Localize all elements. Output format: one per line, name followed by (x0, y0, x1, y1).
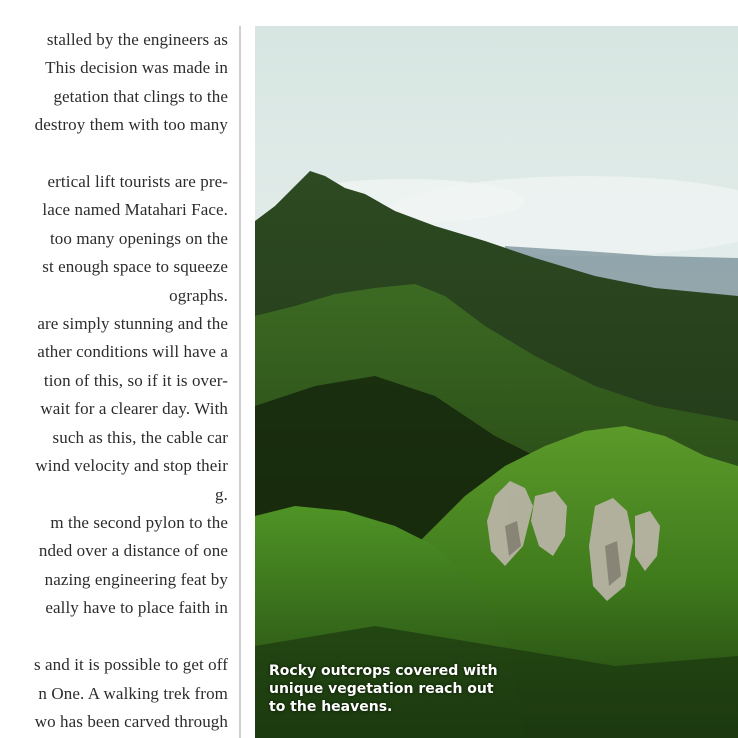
article-line: wait for a clearer day. With (40, 399, 228, 418)
article-line: ather conditions will have a (37, 342, 228, 361)
caption-line: Rocky outcrops covered with (269, 663, 498, 679)
mountain-photo (255, 26, 738, 738)
article-line: are simply stunning and the (37, 314, 228, 333)
photo-caption (269, 662, 529, 716)
article-line: stalled by the engineers as (46, 30, 228, 49)
article-line: wo has been carved through (34, 712, 228, 731)
caption-line: unique vegetation reach out (269, 681, 494, 697)
article-line: getation that clings to the (53, 87, 228, 106)
article-line: n One. A walking trek from (38, 684, 228, 703)
article-line: wind velocity and stop their (35, 456, 228, 475)
article-line: ographs. (169, 286, 228, 305)
mountain-illustration (255, 26, 738, 738)
caption-line: to the heavens. (269, 699, 393, 715)
article-line: g. (215, 485, 228, 504)
article-line: destroy them with too many (34, 115, 228, 134)
article-line: too many openings on the (49, 229, 228, 248)
article-line: tion of this, so if it is over- (43, 371, 228, 390)
column-divider (239, 26, 241, 738)
article-line: s and it is possible to get off (33, 655, 228, 674)
article-line: This decision was made in (45, 58, 228, 77)
article-line: such as this, the cable car (52, 428, 228, 447)
article-line: eally have to place faith in (45, 598, 228, 617)
article-line: nded over a distance of one (38, 541, 228, 560)
article-line: m the second pylon to the (50, 513, 228, 532)
article-line: nazing engineering feat by (44, 570, 228, 589)
article-text-column (0, 26, 228, 738)
article-line: ertical lift tourists are pre- (47, 172, 228, 191)
article-line: st enough space to squeeze (42, 257, 228, 276)
article-line: lace named Matahari Face. (42, 200, 228, 219)
